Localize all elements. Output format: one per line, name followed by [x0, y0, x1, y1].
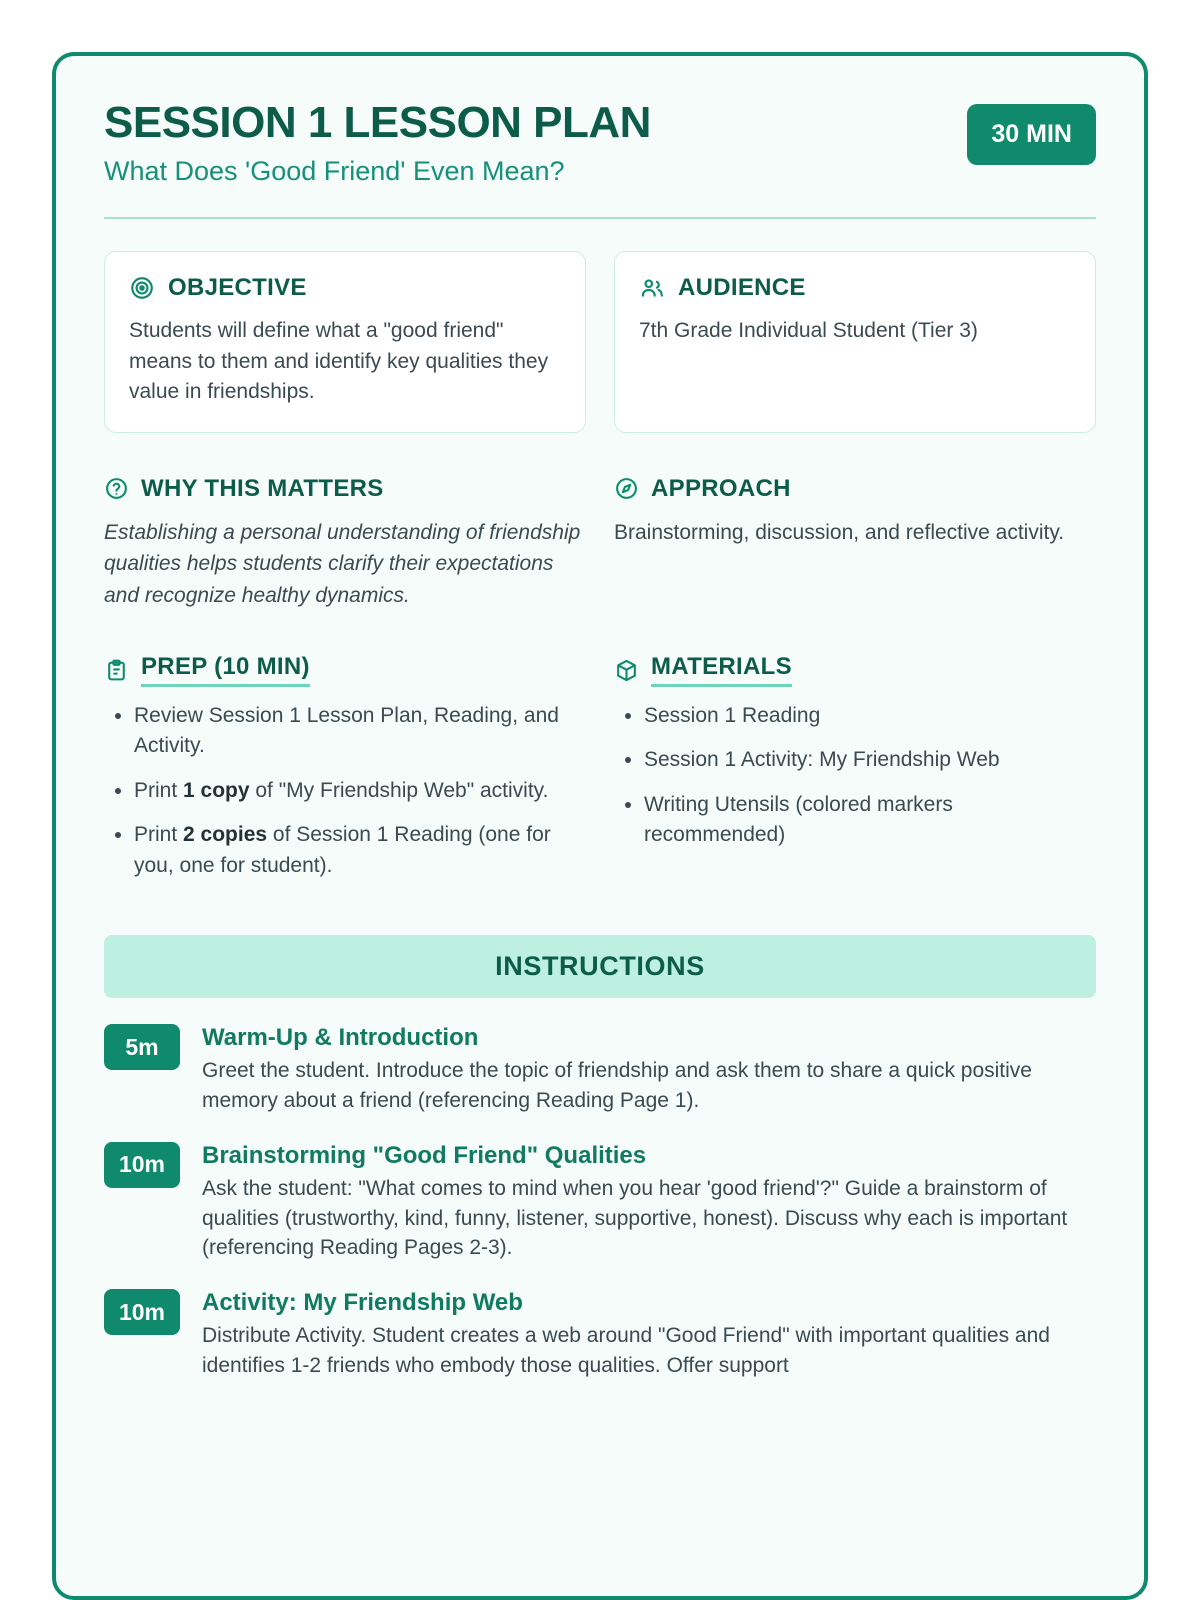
list-item: • Review Session 1 Lesson Plan, Reading, and Activity.: [134, 701, 586, 762]
step-title: Brainstorming "Good Friend" Qualities: [202, 1141, 647, 1169]
approach-label: APPROACH: [651, 474, 791, 502]
clipboard-icon: [104, 658, 129, 683]
why-this-matters-section: [104, 475, 586, 612]
why-this-matters-text: Establishing a personal understanding of friendship qualities helps students clarify their expectations and recognize healthy dynamics.: [104, 520, 581, 607]
approach-header: [614, 475, 1096, 503]
lesson-plan-card: [52, 52, 1148, 1600]
header: [104, 100, 1096, 187]
objective-header: [129, 274, 561, 302]
step-body: [202, 1024, 1096, 1116]
step-text: Greet the student. Introduce the topic of friendship and ask them to share a quick positive memory about a friend (referencing Reading Page 1).: [202, 1059, 1032, 1112]
list-item: • Session 1 Activity: My Friendship Web: [644, 745, 1096, 775]
step-duration-badge: 5m: [104, 1024, 180, 1070]
header-divider: [104, 217, 1096, 219]
approach-text: Brainstorming, discussion, and reflective activity.: [614, 520, 1065, 544]
prep-header: [104, 653, 586, 687]
header-text-group: [104, 100, 651, 187]
page-subtitle: What Does 'Good Friend' Even Mean?: [104, 156, 565, 187]
why-this-matters-header: [104, 475, 586, 503]
materials-section: [614, 653, 1096, 895]
question-circle-icon: [104, 476, 129, 501]
audience-box: [614, 251, 1096, 432]
target-icon: [129, 275, 155, 301]
page-title: SESSION 1 LESSON PLAN: [104, 98, 651, 147]
objective-label: OBJECTIVE: [168, 274, 307, 302]
prep-label: PREP (10 MIN): [141, 653, 310, 687]
prep-list: [104, 701, 586, 881]
step-text: Ask the student: "What comes to mind when you hear 'good friend'?" Guide a brainstorm of qualities (trustworthy, kind, funny, listener, supportive, honest). Discuss why each is important (referencing Reading Pages 2-3).: [202, 1176, 1068, 1260]
prep-section: [104, 653, 586, 895]
instruction-step: [104, 1289, 1096, 1381]
approach-section: [614, 475, 1096, 612]
step-title: Warm-Up & Introduction: [202, 1024, 479, 1052]
materials-label: MATERIALS: [651, 653, 792, 687]
summary-boxes: [104, 251, 1096, 432]
step-title: Activity: My Friendship Web: [202, 1289, 523, 1317]
box-icon: [614, 658, 639, 683]
audience-label: AUDIENCE: [678, 274, 806, 302]
users-icon: [639, 275, 665, 301]
materials-list: [614, 701, 1096, 851]
duration-badge: 30 MIN: [967, 104, 1096, 165]
audience-text: 7th Grade Individual Student (Tier 3): [639, 319, 978, 343]
why-approach-row: [104, 475, 1096, 612]
step-body: [202, 1142, 1096, 1263]
prep-materials-row: [104, 653, 1096, 895]
step-text: Distribute Activity. Student creates a web around "Good Friend" with important qualities and identifies 1-2 friends who embody those qualities. Offer support: [202, 1324, 1050, 1378]
objective-box: [104, 251, 586, 432]
step-body: [202, 1289, 1096, 1381]
list-item: • Writing Utensils (colored markers recommended): [644, 790, 1096, 851]
step-duration-badge: 10m: [104, 1142, 180, 1188]
instruction-step: [104, 1142, 1096, 1263]
list-item: • Print 1 copy of "My Friendship Web" activity.: [134, 776, 586, 806]
why-this-matters-label: WHY THIS MATTERS: [141, 474, 384, 502]
materials-header: [614, 653, 1096, 687]
step-duration-badge: 10m: [104, 1289, 180, 1335]
audience-header: [639, 274, 1071, 302]
compass-icon: [614, 476, 639, 501]
list-item: • Session 1 Reading: [644, 701, 1096, 731]
instructions-heading: INSTRUCTIONS: [104, 935, 1096, 998]
list-item: • Print 2 copies of Session 1 Reading (one for you, one for student).: [134, 820, 586, 881]
objective-text: Students will define what a "good friend" means to them and identify key qualities they value in friendships.: [129, 319, 549, 404]
instruction-step: [104, 1024, 1096, 1116]
